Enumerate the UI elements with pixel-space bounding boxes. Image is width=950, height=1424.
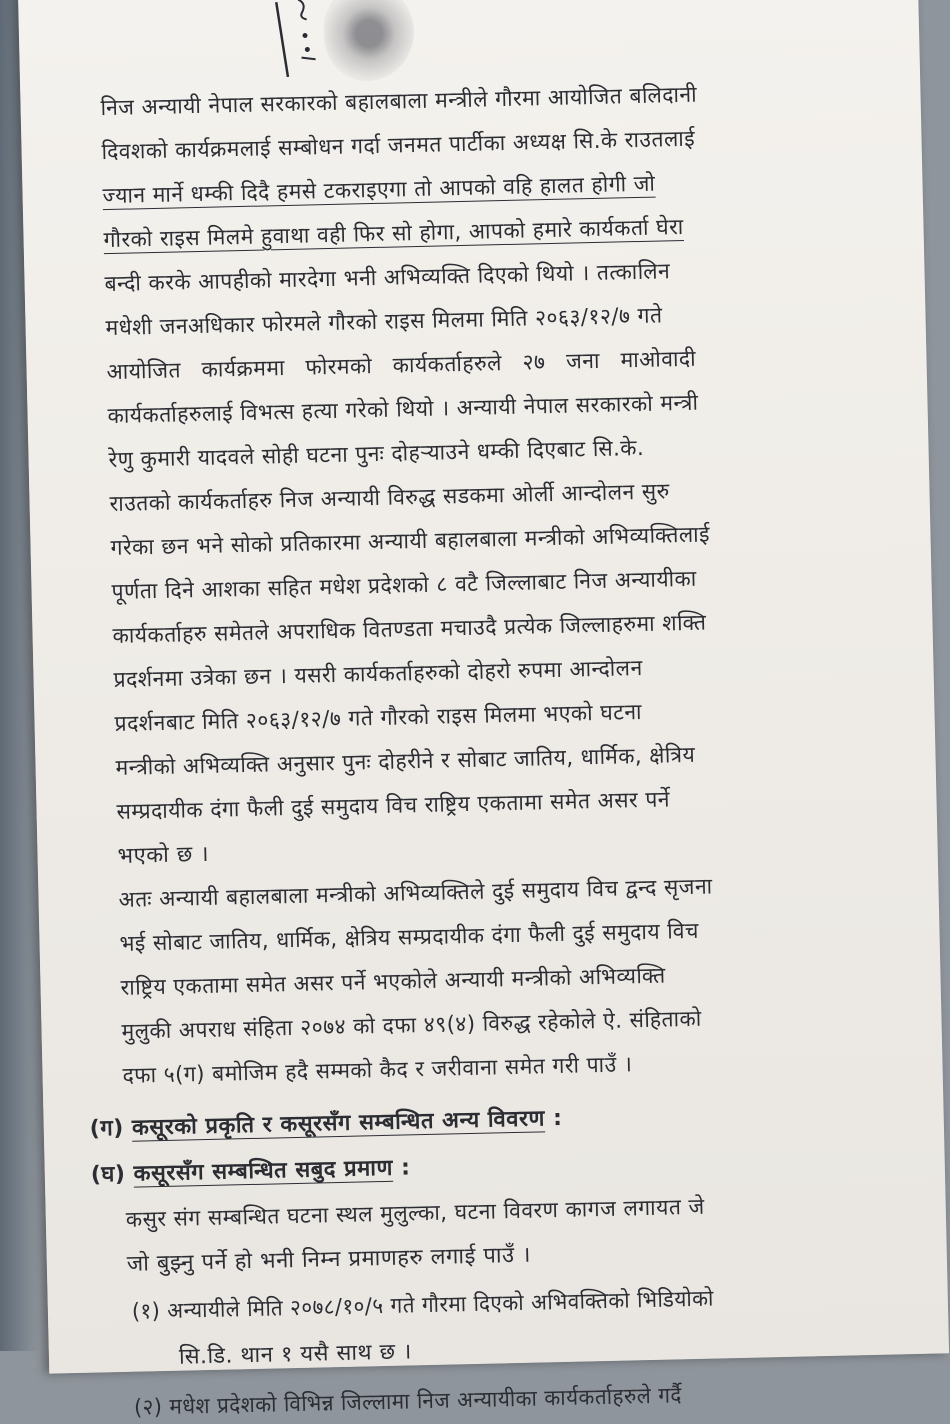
section-gha-title: कसूरसँग सम्बन्धित सबुद प्रमाण [133,1155,394,1187]
document-page [18,0,949,1421]
thumbprint-mark [323,0,415,82]
text-line: दफा ५(ग) बमोजिम हदै सम्मको कैद र जरीवाना समेत गरी पाउँ । [122,1052,633,1089]
text-line: गरेका छन भने सोको प्रतिकारमा अन्यायी बहालबाला मन्त्रीको अभिव्यक्तिलाई [110,522,711,562]
text-line: मधेशी जनअधिकार फोरमले गौरको राइस मिलमा मिति २०६३/१२/७ गते [105,303,663,342]
evidence-item-text: मधेश प्रदेशको विभिन्न जिल्लामा निज अन्यायीका कार्यकर्ताहरुले गर्दै [169,1383,683,1420]
text-line: भएको छ । [117,841,210,869]
evidence-item [134,1379,682,1421]
text-line: मुलुकी अपराध संहिता २०७४ को दफा ४९(४) विरुद्ध रहेकोले ऐ. संहिताको [121,1006,702,1045]
section-gha-marker: (घ) [90,1161,126,1188]
section-ga-heading [89,1102,562,1143]
text-line: कार्यकर्ताहरु समेतले अपराधिक वितण्डता मचाउदै प्रत्येक जिल्लाहरुमा शक्ति [112,610,707,650]
evidence-item [132,1283,715,1326]
text-line: भई सोबाट जातिय, धार्मिक, क्षेत्रिय सम्प्रदायीक दंगा फैली दुई समुदाय विच [119,918,700,957]
text-line: प्रदर्शनमा उत्रेका छन । यसरी कार्यकर्ताहरुको दोहरो रुपमा आन्दोलन [113,656,643,694]
text-line: पूर्णता दिने आशका सहित मधेश प्रदेशको ८ वटै जिल्लाबाट निज अन्यायीका [111,566,697,606]
text-line: राष्ट्रिय एकतामा समेत असर पर्ने भएकोले अन्यायी मन्त्रीको अभिव्यक्ति [120,963,666,1001]
text-line: आयोजित कार्यक्रममा फोरमको कार्यकर्ताहरुले २७ जना माओवादी [106,346,697,386]
section-gha-colon: : [400,1155,411,1181]
evidence-item-marker: (२) [133,1395,163,1421]
section-ga-title: कसूरको प्रकृति र कसूरसँग सम्बन्धित अन्य विवरण [131,1106,546,1141]
text-line: सम्प्रदायीक दंगा फैली दुई समुदाय विच राष्ट्रिय एकतामा समेत असर पर्ने [116,787,671,825]
text-line: दिवशको कार्यक्रमलाई सम्बोधन गर्दा जनमत पार्टीका अध्यक्ष सि.के राउतलाई [101,126,696,166]
evidence-item-text: अन्यायीले मिति २०७८/१०/५ गते गौरमा दिएको अभिवक्तिको भिडियोको [166,1286,715,1324]
text-line: अतः अन्यायी बहालबाला मन्त्रीको अभिव्यक्तिले दुई समुदाय विच द्वन्द सृजना [118,874,713,913]
text-line: कार्यकर्ताहरुलाई विभत्स हत्या गरेको थियो । अन्यायी नेपाल सरकारको मन्त्री [107,390,699,430]
text-line: रेणु कुमारी यादवले सोही घटना पुनः दोहऱ्याउने धम्की दिएबाट सि.के. [108,435,645,474]
text-line: गौरको राइस मिलमे हुवाथा वही फिर सो होगा, आपको हमारे कार्यकर्ता घेरा [103,214,684,254]
text-line: राउतको कार्यकर्ताहरु निज अन्यायी विरुद्ध सडकमा ओर्ली आन्दोलन सुरु [109,479,671,518]
section-gha-heading [90,1151,410,1188]
evidence-item-marker: (१) [131,1299,161,1325]
text-line: ज्यान मार्ने धम्की दिदै हमसे टकराइएगा तो आपको वहि हालत होगी जो [102,171,656,210]
document-body [89,14,879,1421]
text-line: बन्दी करके आपहीको मारदेगा भनी अभिव्यक्ति दिएको थियो । तत्कालिन [104,259,671,298]
section-ga-marker: (ग) [89,1115,125,1142]
text-line: कसुर संग सम्बन्धित घटना स्थल मुलुल्का, घटना विवरण कागज लगायत जे [125,1194,705,1233]
text-line: जो बुझ्नु पर्ने हो भनी निम्न प्रमाणहरु लगाई पाउँ । [126,1242,532,1277]
signature-mark [268,0,330,82]
text-line: सि.डि. थान १ यसै साथ छ । [178,1339,413,1370]
section-ga-colon: : [552,1105,563,1132]
text-line: प्रदर्शनबाट मिति २०६३/१२/७ गते गौरको राइस मिलमा भएको घटना [114,700,643,737]
text-line: मन्त्रीको अभिव्यक्ति अनुसार पुनः दोहरीने र सोबाट जातिय, धार्मिक, क्षेत्रिय [115,742,696,781]
text-line: निज अन्यायी नेपाल सरकारको बहालबाला मन्त्रीले गौरमा आयोजित बलिदानी [100,82,698,122]
